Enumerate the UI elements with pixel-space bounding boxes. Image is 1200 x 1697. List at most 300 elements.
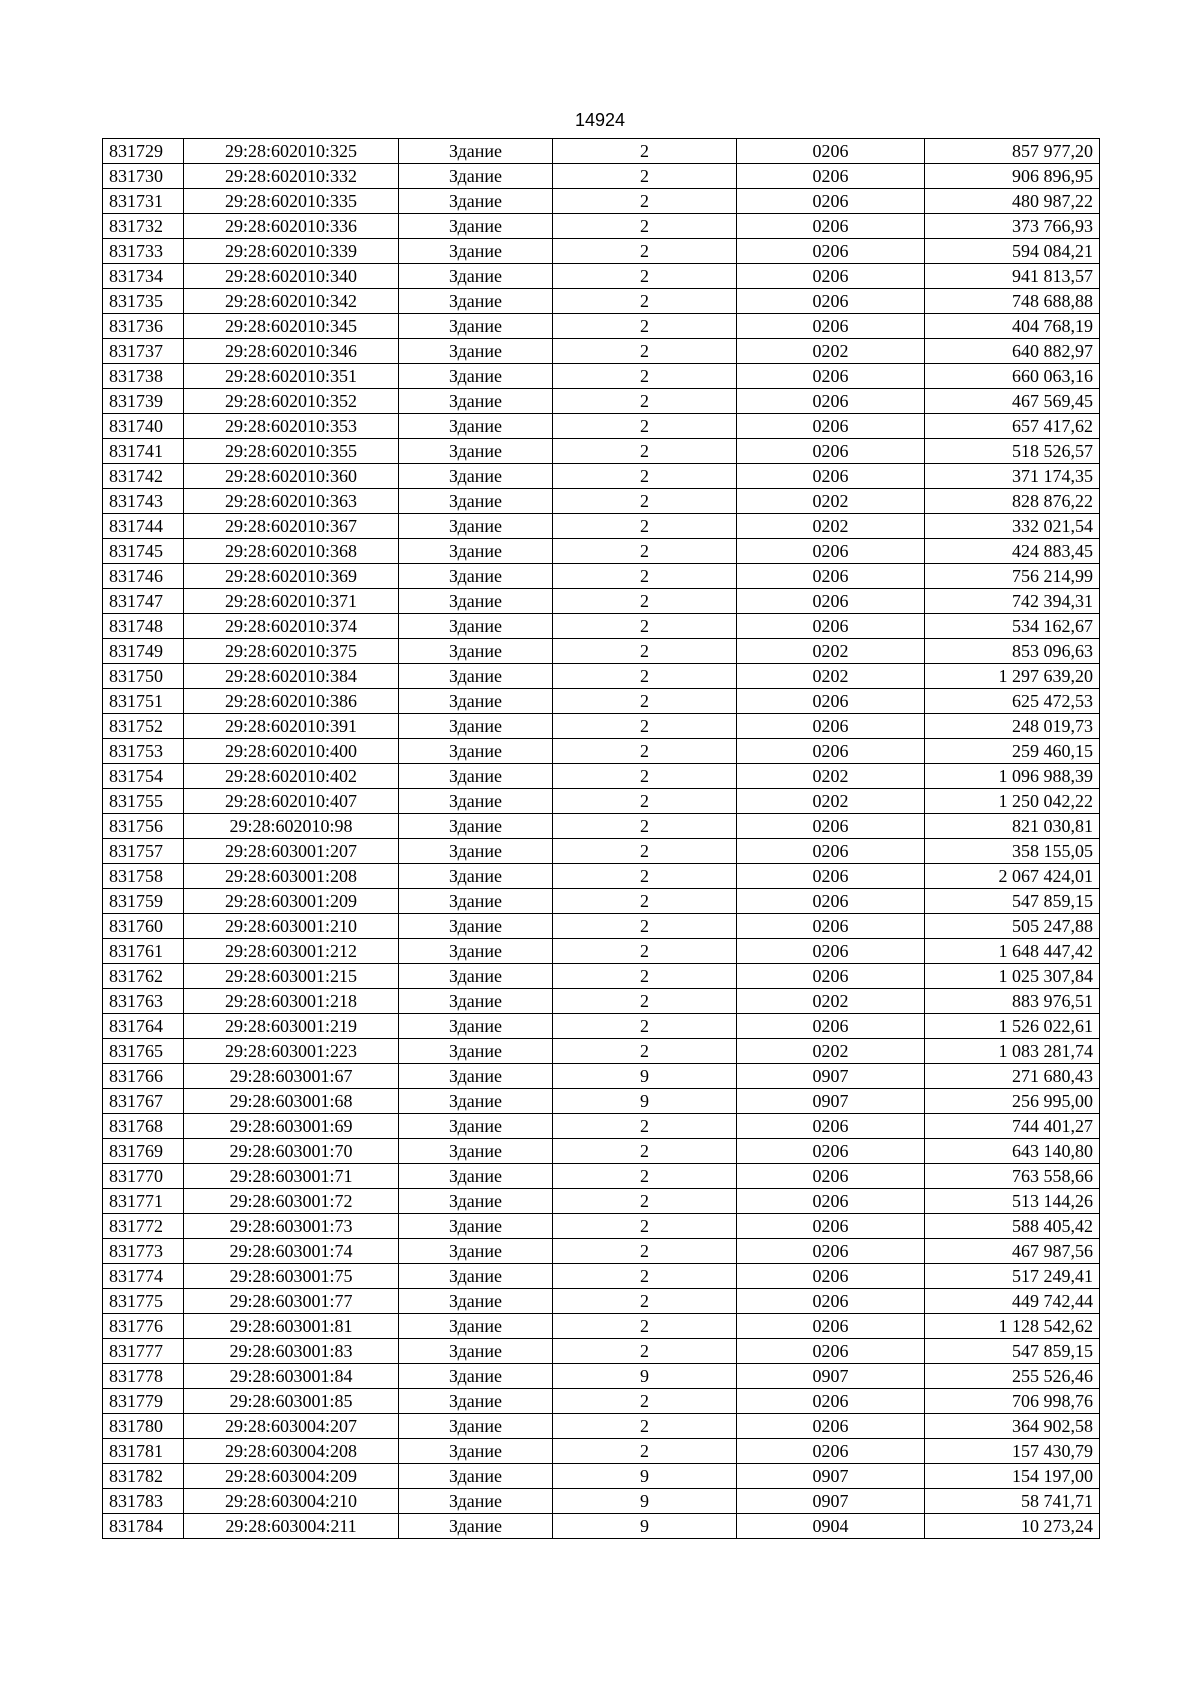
code-cell: 0206 [737,564,925,589]
group-cell: 2 [553,1189,737,1214]
group-cell: 2 [553,1164,737,1189]
object-type-cell: Здание [399,739,553,764]
row-number-cell: 831775 [103,1289,184,1314]
cadastral-number-cell: 29:28:603001:75 [184,1264,399,1289]
group-cell: 2 [553,964,737,989]
code-cell: 0206 [737,139,925,164]
code-cell: 0206 [737,164,925,189]
cadastral-value-cell: 828 876,22 [925,489,1100,514]
cadastral-value-cell: 625 472,53 [925,689,1100,714]
row-number-cell: 831753 [103,739,184,764]
table-row [103,1114,1100,1139]
table-row [103,1289,1100,1314]
cadastral-number-cell: 29:28:603001:223 [184,1039,399,1064]
row-number-cell: 831773 [103,1239,184,1264]
cadastral-value-cell: 2 067 424,01 [925,864,1100,889]
object-type-cell: Здание [399,339,553,364]
cadastral-number-cell: 29:28:603001:81 [184,1314,399,1339]
cadastral-number-cell: 29:28:603001:69 [184,1114,399,1139]
object-type-cell: Здание [399,1339,553,1364]
cadastral-number-cell: 29:28:603004:209 [184,1464,399,1489]
row-number-cell: 831737 [103,339,184,364]
row-number-cell: 831751 [103,689,184,714]
table-row [103,964,1100,989]
cadastral-value-cell: 10 273,24 [925,1514,1100,1539]
cadastral-number-cell: 29:28:602010:384 [184,664,399,689]
table-row [103,989,1100,1014]
row-number-cell: 831768 [103,1114,184,1139]
code-cell: 0206 [737,1289,925,1314]
group-cell: 2 [553,464,737,489]
cadastral-number-cell: 29:28:602010:332 [184,164,399,189]
cadastral-number-cell: 29:28:602010:391 [184,714,399,739]
table-row [103,514,1100,539]
group-cell: 2 [553,389,737,414]
table-row [103,489,1100,514]
code-cell: 0206 [737,239,925,264]
code-cell: 0206 [737,1114,925,1139]
row-number-cell: 831734 [103,264,184,289]
row-number-cell: 831750 [103,664,184,689]
row-number-cell: 831777 [103,1339,184,1364]
code-cell: 0206 [737,214,925,239]
object-type-cell: Здание [399,664,553,689]
table-row [103,939,1100,964]
cadastral-number-cell: 29:28:603001:72 [184,1189,399,1214]
table-body [103,139,1100,1539]
object-type-cell: Здание [399,239,553,264]
object-type-cell: Здание [399,1514,553,1539]
object-type-cell: Здание [399,564,553,589]
row-number-cell: 831769 [103,1139,184,1164]
cadastral-number-cell: 29:28:603004:207 [184,1414,399,1439]
cadastral-number-cell: 29:28:602010:374 [184,614,399,639]
row-number-cell: 831760 [103,914,184,939]
code-cell: 0206 [737,439,925,464]
cadastral-number-cell: 29:28:602010:342 [184,289,399,314]
object-type-cell: Здание [399,1364,553,1389]
cadastral-value-cell: 467 569,45 [925,389,1100,414]
cadastral-value-cell: 742 394,31 [925,589,1100,614]
group-cell: 2 [553,189,737,214]
code-cell: 0202 [737,639,925,664]
group-cell: 2 [553,939,737,964]
object-type-cell: Здание [399,489,553,514]
cadastral-number-cell: 29:28:603001:67 [184,1064,399,1089]
code-cell: 0202 [737,514,925,539]
object-type-cell: Здание [399,1214,553,1239]
group-cell: 9 [553,1489,737,1514]
object-type-cell: Здание [399,589,553,614]
cadastral-number-cell: 29:28:602010:402 [184,764,399,789]
row-number-cell: 831771 [103,1189,184,1214]
object-type-cell: Здание [399,1289,553,1314]
cadastral-number-cell: 29:28:602010:98 [184,814,399,839]
table-row [103,539,1100,564]
table-row [103,214,1100,239]
object-type-cell: Здание [399,314,553,339]
cadastral-number-cell: 29:28:603004:210 [184,1489,399,1514]
object-type-cell: Здание [399,1414,553,1439]
cadastral-value-cell: 744 401,27 [925,1114,1100,1139]
cadastral-number-cell: 29:28:602010:340 [184,264,399,289]
cadastral-number-cell: 29:28:602010:371 [184,589,399,614]
cadastral-number-cell: 29:28:603001:77 [184,1289,399,1314]
page-number: 14924 [574,110,626,130]
code-cell: 0202 [737,339,925,364]
cadastral-value-cell: 906 896,95 [925,164,1100,189]
code-cell: 0206 [737,1439,925,1464]
cadastral-value-cell: 480 987,22 [925,189,1100,214]
object-type-cell: Здание [399,1064,553,1089]
cadastral-number-cell: 29:28:602010:346 [184,339,399,364]
row-number-cell: 831757 [103,839,184,864]
row-number-cell: 831762 [103,964,184,989]
cadastral-number-cell: 29:28:602010:339 [184,239,399,264]
object-type-cell: Здание [399,1039,553,1064]
code-cell: 0206 [737,1139,925,1164]
table-row [103,739,1100,764]
row-number-cell: 831758 [103,864,184,889]
row-number-cell: 831784 [103,1514,184,1539]
group-cell: 2 [553,689,737,714]
table-row [103,264,1100,289]
code-cell: 0206 [737,864,925,889]
group-cell: 2 [553,1039,737,1064]
table-row [103,364,1100,389]
object-type-cell: Здание [399,264,553,289]
group-cell: 2 [553,589,737,614]
object-type-cell: Здание [399,914,553,939]
cadastral-value-cell: 853 096,63 [925,639,1100,664]
cadastral-value-cell: 371 174,35 [925,464,1100,489]
table-row [103,664,1100,689]
group-cell: 2 [553,1264,737,1289]
row-number-cell: 831770 [103,1164,184,1189]
code-cell: 0206 [737,964,925,989]
cadastral-number-cell: 29:28:602010:355 [184,439,399,464]
group-cell: 2 [553,1239,737,1264]
code-cell: 0202 [737,989,925,1014]
table-row [103,864,1100,889]
code-cell: 0206 [737,589,925,614]
cadastral-value-cell: 821 030,81 [925,814,1100,839]
object-type-cell: Здание [399,864,553,889]
row-number-cell: 831731 [103,189,184,214]
code-cell: 0202 [737,1039,925,1064]
group-cell: 2 [553,489,737,514]
code-cell: 0907 [737,1064,925,1089]
cadastral-value-cell: 358 155,05 [925,839,1100,864]
row-number-cell: 831742 [103,464,184,489]
cadastral-value-cell: 449 742,44 [925,1289,1100,1314]
table-row [103,789,1100,814]
code-cell: 0206 [737,1339,925,1364]
row-number-cell: 831765 [103,1039,184,1064]
object-type-cell: Здание [399,689,553,714]
group-cell: 2 [553,514,737,539]
code-cell: 0206 [737,414,925,439]
code-cell: 0206 [737,714,925,739]
cadastral-value-cell: 424 883,45 [925,539,1100,564]
code-cell: 0206 [737,614,925,639]
row-number-cell: 831761 [103,939,184,964]
object-type-cell: Здание [399,1139,553,1164]
cadastral-value-cell: 883 976,51 [925,989,1100,1014]
row-number-cell: 831759 [103,889,184,914]
cadastral-value-cell: 259 460,15 [925,739,1100,764]
group-cell: 2 [553,164,737,189]
cadastral-value-cell: 1 083 281,74 [925,1039,1100,1064]
code-cell: 0206 [737,1164,925,1189]
group-cell: 2 [553,1339,737,1364]
row-number-cell: 831767 [103,1089,184,1114]
group-cell: 2 [553,664,737,689]
row-number-cell: 831736 [103,314,184,339]
cadastral-number-cell: 29:28:603001:215 [184,964,399,989]
group-cell: 2 [553,739,737,764]
object-type-cell: Здание [399,1314,553,1339]
code-cell: 0206 [737,364,925,389]
row-number-cell: 831766 [103,1064,184,1089]
cadastral-number-cell: 29:28:602010:336 [184,214,399,239]
table-row [103,339,1100,364]
cadastral-number-cell: 29:28:602010:335 [184,189,399,214]
row-number-cell: 831756 [103,814,184,839]
row-number-cell: 831763 [103,989,184,1014]
cadastral-number-cell: 29:28:603001:85 [184,1389,399,1414]
cadastral-value-cell: 404 768,19 [925,314,1100,339]
table-row [103,314,1100,339]
group-cell: 9 [553,1364,737,1389]
code-cell: 0206 [737,1264,925,1289]
cadastral-value-cell: 255 526,46 [925,1364,1100,1389]
cadastral-value-cell: 941 813,57 [925,264,1100,289]
code-cell: 0907 [737,1489,925,1514]
table-row [103,714,1100,739]
table-row [103,764,1100,789]
object-type-cell: Здание [399,839,553,864]
table-row [103,1389,1100,1414]
code-cell: 0206 [737,1239,925,1264]
object-type-cell: Здание [399,414,553,439]
group-cell: 2 [553,989,737,1014]
object-type-cell: Здание [399,1014,553,1039]
group-cell: 2 [553,239,737,264]
group-cell: 2 [553,1314,737,1339]
table-row [103,689,1100,714]
code-cell: 0907 [737,1089,925,1114]
object-type-cell: Здание [399,1164,553,1189]
code-cell: 0206 [737,939,925,964]
table-row [103,564,1100,589]
cadastral-number-cell: 29:28:602010:375 [184,639,399,664]
object-type-cell: Здание [399,1114,553,1139]
cadastral-value-cell: 1 096 988,39 [925,764,1100,789]
cadastral-value-cell: 1 250 042,22 [925,789,1100,814]
table-row [103,1214,1100,1239]
cadastral-number-cell: 29:28:603001:70 [184,1139,399,1164]
cadastral-number-cell: 29:28:602010:407 [184,789,399,814]
row-number-cell: 831748 [103,614,184,639]
cadastral-number-cell: 29:28:603001:207 [184,839,399,864]
table-row [103,1264,1100,1289]
table-row [103,1139,1100,1164]
row-number-cell: 831783 [103,1489,184,1514]
object-type-cell: Здание [399,439,553,464]
group-cell: 2 [553,639,737,664]
cadastral-number-cell: 29:28:602010:352 [184,389,399,414]
code-cell: 0907 [737,1464,925,1489]
code-cell: 0206 [737,1414,925,1439]
row-number-cell: 831781 [103,1439,184,1464]
cadastral-value-cell: 518 526,57 [925,439,1100,464]
table-row [103,1039,1100,1064]
cadastral-value-cell: 763 558,66 [925,1164,1100,1189]
group-cell: 2 [553,214,737,239]
cadastral-number-cell: 29:28:602010:351 [184,364,399,389]
code-cell: 0202 [737,489,925,514]
row-number-cell: 831739 [103,389,184,414]
cadastral-value-cell: 271 680,43 [925,1064,1100,1089]
cadastral-number-cell: 29:28:603001:74 [184,1239,399,1264]
group-cell: 2 [553,764,737,789]
row-number-cell: 831780 [103,1414,184,1439]
group-cell: 2 [553,314,737,339]
group-cell: 2 [553,789,737,814]
cadastral-value-cell: 513 144,26 [925,1189,1100,1214]
row-number-cell: 831733 [103,239,184,264]
table-row [103,814,1100,839]
group-cell: 2 [553,414,737,439]
code-cell: 0206 [737,1189,925,1214]
group-cell: 2 [553,1139,737,1164]
code-cell: 0206 [737,1314,925,1339]
object-type-cell: Здание [399,1489,553,1514]
group-cell: 2 [553,1439,737,1464]
table-row [103,1189,1100,1214]
cadastral-number-cell: 29:28:602010:386 [184,689,399,714]
group-cell: 2 [553,289,737,314]
row-number-cell: 831755 [103,789,184,814]
group-cell: 2 [553,889,737,914]
cadastral-value-cell: 467 987,56 [925,1239,1100,1264]
cadastral-number-cell: 29:28:602010:345 [184,314,399,339]
cadastral-value-cell: 756 214,99 [925,564,1100,589]
code-cell: 0206 [737,264,925,289]
object-type-cell: Здание [399,764,553,789]
table-row [103,1314,1100,1339]
group-cell: 2 [553,564,737,589]
table-row [103,1439,1100,1464]
table-row [103,164,1100,189]
row-number-cell: 831778 [103,1364,184,1389]
cadastral-number-cell: 29:28:602010:367 [184,514,399,539]
cadastral-value-table [102,138,1100,1539]
table-row [103,1064,1100,1089]
table-row [103,464,1100,489]
cadastral-number-cell: 29:28:603001:219 [184,1014,399,1039]
object-type-cell: Здание [399,714,553,739]
table-row [103,1164,1100,1189]
object-type-cell: Здание [399,514,553,539]
code-cell: 0206 [737,814,925,839]
cadastral-value-cell: 534 162,67 [925,614,1100,639]
table-row [103,439,1100,464]
cadastral-number-cell: 29:28:602010:360 [184,464,399,489]
code-cell: 0206 [737,689,925,714]
row-number-cell: 831774 [103,1264,184,1289]
group-cell: 2 [553,814,737,839]
code-cell: 0206 [737,1014,925,1039]
row-number-cell: 831743 [103,489,184,514]
cadastral-value-cell: 256 995,00 [925,1089,1100,1114]
object-type-cell: Здание [399,1189,553,1214]
code-cell: 0206 [737,739,925,764]
cadastral-value-cell: 373 766,93 [925,214,1100,239]
cadastral-value-cell: 588 405,42 [925,1214,1100,1239]
table-row [103,139,1100,164]
cadastral-number-cell: 29:28:602010:325 [184,139,399,164]
group-cell: 2 [553,264,737,289]
cadastral-value-cell: 1 297 639,20 [925,664,1100,689]
row-number-cell: 831738 [103,364,184,389]
object-type-cell: Здание [399,1264,553,1289]
row-number-cell: 831764 [103,1014,184,1039]
cadastral-number-cell: 29:28:602010:369 [184,564,399,589]
group-cell: 2 [553,339,737,364]
code-cell: 0202 [737,789,925,814]
object-type-cell: Здание [399,1439,553,1464]
group-cell: 2 [553,914,737,939]
code-cell: 0206 [737,314,925,339]
table-row [103,1489,1100,1514]
object-type-cell: Здание [399,1239,553,1264]
group-cell: 2 [553,614,737,639]
cadastral-number-cell: 29:28:603004:208 [184,1439,399,1464]
code-cell: 0904 [737,1514,925,1539]
code-cell: 0206 [737,189,925,214]
table-row [103,1464,1100,1489]
cadastral-value-cell: 157 430,79 [925,1439,1100,1464]
code-cell: 0206 [737,289,925,314]
code-cell: 0206 [737,464,925,489]
table-row [103,239,1100,264]
row-number-cell: 831740 [103,414,184,439]
cadastral-value-cell: 748 688,88 [925,289,1100,314]
table-row [103,189,1100,214]
object-type-cell: Здание [399,814,553,839]
cadastral-value-cell: 706 998,76 [925,1389,1100,1414]
table-row [103,289,1100,314]
cadastral-value-cell: 857 977,20 [925,139,1100,164]
cadastral-value-cell: 58 741,71 [925,1489,1100,1514]
row-number-cell: 831729 [103,139,184,164]
row-number-cell: 831776 [103,1314,184,1339]
cadastral-value-cell: 1 648 447,42 [925,939,1100,964]
row-number-cell: 831772 [103,1214,184,1239]
row-number-cell: 831779 [103,1389,184,1414]
group-cell: 2 [553,439,737,464]
group-cell: 2 [553,864,737,889]
row-number-cell: 831782 [103,1464,184,1489]
table-row [103,614,1100,639]
table-row [103,914,1100,939]
group-cell: 2 [553,1389,737,1414]
object-type-cell: Здание [399,189,553,214]
cadastral-value-cell: 547 859,15 [925,1339,1100,1364]
object-type-cell: Здание [399,164,553,189]
